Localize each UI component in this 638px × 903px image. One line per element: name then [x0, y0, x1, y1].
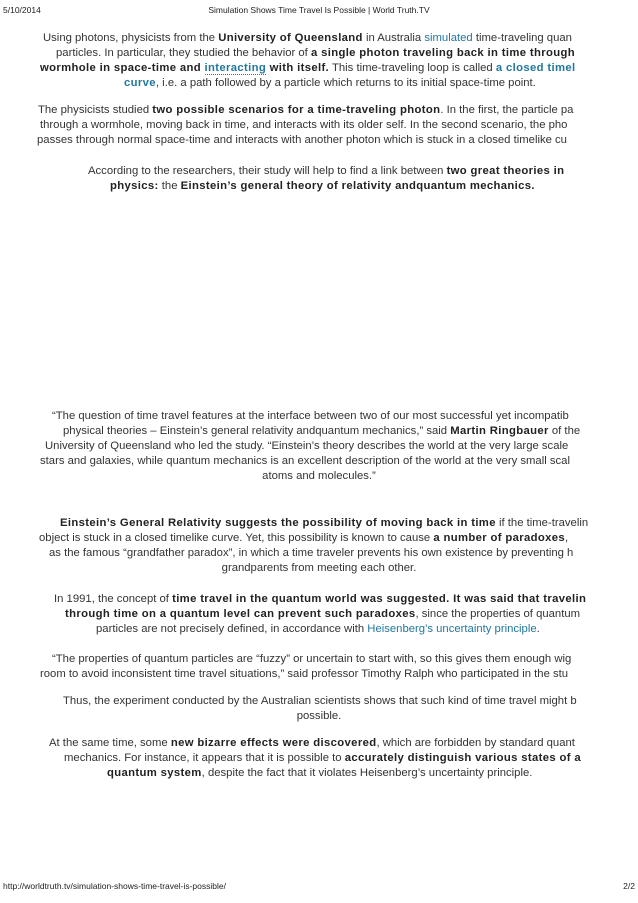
link-uncertainty-principle[interactable]: Heisenberg’s uncertainty principle — [367, 623, 537, 635]
text-line — [0, 424, 638, 439]
text-run: if the time-travelin — [495, 517, 589, 529]
link-simulated[interactable]: simulated — [424, 32, 473, 44]
text-run: According to the researchers, their study will help to find a link between — [88, 165, 447, 177]
text-run: in Australia — [362, 32, 425, 44]
text-line: University of Queensland who led the study. “Einstein’s theory describes the world at the very large scale — [45, 440, 569, 452]
text-emphasis: quantum system — [107, 767, 202, 779]
paragraph-general-relativity — [0, 516, 638, 576]
print-footer — [0, 881, 638, 895]
paragraph-quantum-time-travel — [0, 592, 638, 637]
text-run: . In the first, the particle pa — [440, 104, 574, 116]
text-run: Using photons, physicists from the — [43, 32, 219, 44]
text-line: Thus, the experiment conducted by the Australian scientists shows that such kind of time travel might b — [63, 695, 577, 707]
text-run: particles. In particular, they studied the behavior of — [56, 47, 311, 59]
paragraph-two-scenarios — [0, 103, 638, 148]
text-line: possible. — [296, 710, 342, 722]
text-line: grandparents from meeting each other. — [221, 562, 417, 574]
text-line — [0, 736, 638, 751]
text-line — [0, 46, 638, 61]
text-run: The physicists studied — [38, 104, 153, 116]
paragraph-ringbauer-quote — [0, 409, 638, 484]
text-run: , despite the fact that it violates Heisenberg’s uncertainty principle. — [201, 767, 533, 779]
text-line — [0, 751, 638, 766]
text-run: of the — [548, 425, 581, 437]
text-emphasis: two great theories in — [446, 165, 565, 177]
text-run: time-traveling quan — [472, 32, 572, 44]
text-line — [0, 592, 638, 607]
link-closed-timelike-curve[interactable]: a closed timel — [495, 62, 576, 74]
text-run: object is stuck in a closed timelike curve. Yet, this possibility is known to cause — [39, 532, 434, 544]
text-run: This time-traveling loop is called — [329, 62, 496, 74]
text-line — [0, 103, 638, 118]
text-line — [0, 76, 638, 91]
text-emphasis: through time on a quantum level can prevent such paradoxes — [65, 608, 416, 620]
print-date: 5/10/2014 — [3, 5, 41, 15]
text-emphasis: accurately distinguish various states of a — [344, 752, 582, 764]
text-run: In 1991, the concept of — [54, 593, 173, 605]
text-line — [0, 622, 638, 637]
text-emphasis: a number of paradoxes — [433, 532, 565, 544]
text-line: passes through normal space-time and interacts with another photon which is stuck in a closed timelike cu — [37, 134, 567, 146]
text-line — [0, 766, 638, 781]
text-run: mechanics. For instance, it appears that it is possible to — [64, 752, 345, 764]
text-run: the — [158, 180, 181, 192]
text-emphasis: new bizarre effects were discovered — [170, 737, 377, 749]
text-run: , i.e. a path followed by a particle which returns to its initial space-time point. — [155, 77, 536, 89]
text-line: through a wormhole, moving back in time, and interacts with its older self. In the second scenario, the pho — [40, 119, 568, 131]
text-line: as the famous “grandfather paradox”, in which a time traveler prevents his own existence by preventing h — [49, 547, 574, 559]
text-emphasis: with itself. — [266, 62, 330, 74]
text-line — [0, 31, 638, 46]
text-run: , — [564, 532, 569, 544]
text-emphasis: Einstein’s general theory of relativity andquantum mechanics. — [180, 180, 535, 192]
paragraph-two-theories — [0, 164, 638, 194]
text-emphasis: Martin Ringbauer — [450, 425, 549, 437]
text-run: At the same time, some — [49, 737, 171, 749]
text-emphasis: time travel in the quantum world was suggested. It was said that travelin — [172, 593, 587, 605]
page-number: 2/2 — [623, 881, 635, 891]
text-emphasis: a single photon traveling back in time through — [310, 47, 575, 59]
text-line — [0, 531, 638, 546]
link-interacting[interactable]: interacting — [204, 62, 267, 74]
print-url: http://worldtruth.tv/simulation-shows-time-travel-is-possible/ — [3, 881, 226, 891]
paragraph-ralph-quote — [0, 652, 638, 682]
text-emphasis: two possible scenarios for a time-traveling photon — [152, 104, 441, 116]
text-line — [0, 607, 638, 622]
text-line — [0, 516, 638, 531]
link-curve[interactable]: curve — [124, 77, 156, 89]
text-run: , which are forbidden by standard quant — [376, 737, 575, 749]
text-line — [0, 179, 638, 194]
text-emphasis: wormhole in space-time and — [40, 62, 205, 74]
text-line — [0, 61, 638, 76]
text-line: “The question of time travel features at the interface between two of our most successful yet incompatib — [52, 410, 569, 422]
paragraph-bizarre-effects — [0, 736, 638, 781]
text-line: stars and galaxies, while quantum mechanics is an excellent description of the world at the very small scal — [40, 455, 570, 467]
paragraph-photon-simulation — [0, 31, 638, 91]
text-emphasis: physics: — [110, 180, 159, 192]
text-emphasis: University of Queensland — [218, 32, 363, 44]
text-line: room to avoid inconsistent time travel situations,” said professor Timothy Ralph who participated in the stu — [40, 668, 569, 680]
text-line: atoms and molecules.” — [262, 470, 376, 482]
print-page-title: Simulation Shows Time Travel Is Possible | World Truth.TV — [208, 5, 430, 15]
text-run: . — [536, 623, 540, 635]
text-line: “The properties of quantum particles are “fuzzy” or uncertain to start with, so this gives them enough wig — [52, 653, 572, 665]
text-run: physical theories – Einstein’s general relativity andquantum mechanics,” said — [63, 425, 451, 437]
text-emphasis: Einstein’s General Relativity suggests the possibility of moving back in time — [60, 517, 496, 529]
text-run: , since the properties of quantum — [415, 608, 581, 620]
text-run: particles are not precisely defined, in accordance with — [96, 623, 368, 635]
text-line — [0, 164, 638, 179]
paragraph-conclusion — [0, 694, 638, 724]
